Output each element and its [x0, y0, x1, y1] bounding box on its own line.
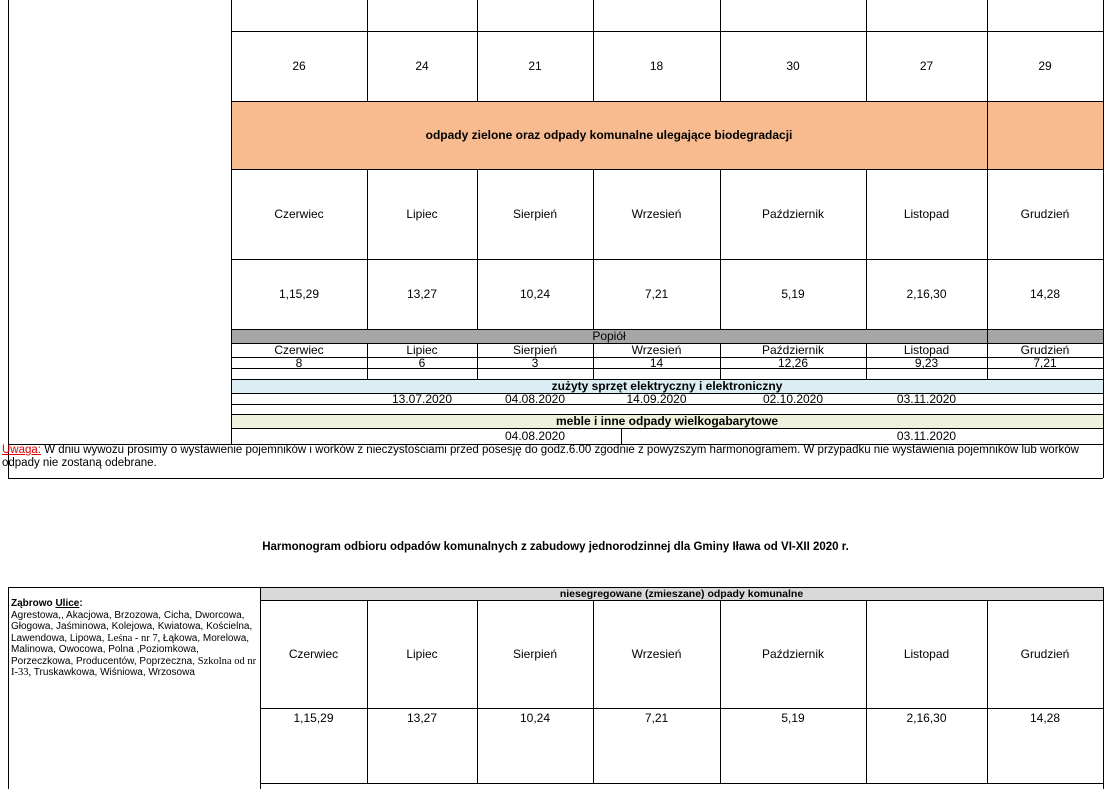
mixed-month-7: Grudzień: [1020, 647, 1070, 661]
days-cell-1: 26: [292, 59, 306, 73]
ash-month-1: Czerwiec: [274, 343, 324, 357]
bulky-header: meble i inne odpady wielkogabarytowe: [555, 414, 779, 428]
electronics-date-3: 14.09.2020: [626, 391, 687, 406]
streets-part-3: Łąkowa, Morelowa, Malinowa, Owocowa, Polna ,Poziomkowa, Porzeczkowa, Producentów, Poprzeczna,: [11, 632, 250, 667]
green-days-2: 13,27: [406, 287, 438, 301]
mixed-days-7: 14,28: [1029, 711, 1061, 725]
days-cell-3: 21: [528, 59, 542, 73]
electronics-date-4: 02.10.2020: [762, 391, 824, 406]
mixed-days-1: 1,15,29: [293, 711, 334, 725]
electronics-header: zużyty sprzęt elektryczny i elektroniczny: [551, 379, 783, 393]
schedule-title: Harmonogram odbioru odpadów komunalnych z zabudowy jednorodzinnej dla Gminy Iława od VI-XII 2020 r.: [262, 541, 849, 553]
days-cell-2: 24: [415, 59, 429, 73]
green-month-2: Lipiec: [406, 207, 438, 221]
mixed-days-5: 5,19: [781, 711, 805, 725]
mixed-days-2: 13,27: [406, 711, 438, 725]
mixed-days-6: 2,16,30: [906, 711, 947, 725]
mixed-month-1: Czerwiec: [288, 647, 339, 661]
green-month-1: Czerwiec: [274, 207, 324, 221]
ash-days-2: 6: [418, 355, 426, 370]
ash-days-4: 14: [649, 355, 664, 370]
green-days-1: 1,15,29: [278, 287, 320, 301]
mixed-header: niesegregowane (zmieszane) odpady komunalne: [559, 587, 804, 600]
mixed-month-3: Sierpień: [512, 647, 558, 661]
streets-part-4: Szkolna od nr I-33,: [11, 655, 257, 678]
mixed-month-2: Lipiec: [406, 647, 438, 661]
ash-days-6: 9,23: [914, 355, 939, 370]
streets-colon: :: [79, 598, 83, 609]
green-days-3: 10,24: [519, 287, 551, 301]
ash-days-7: 7,21: [1033, 355, 1057, 370]
mixed-month-6: Listopad: [903, 647, 950, 661]
green-days-7: 14,28: [1029, 287, 1061, 301]
ash-days-3: 3: [531, 355, 539, 370]
days-cell-6: 27: [919, 59, 934, 73]
streets-list: [11, 598, 259, 679]
note-label: Uwaga:: [2, 444, 41, 456]
green-month-3: Sierpień: [512, 207, 558, 221]
green-days-6: 2,16,30: [906, 287, 947, 301]
green-month-6: Listopad: [903, 207, 950, 221]
electronics-date-5: 03.11.2020: [896, 391, 957, 406]
bulky-date-2: 03.11.2020: [896, 429, 957, 443]
mixed-month-5: Październik: [761, 647, 825, 661]
streets-part-1: Agrestowa,, Akacjowa, Brzozowa, Cicha, Dworcowa, Głogowa, Jaśminowa, Kolejowa, Kwiatowa, Kościelna, Lawendowa, Lipowa,: [11, 609, 253, 644]
village-name: Ząbrowo: [11, 598, 53, 609]
bulky-date-1: 04.08.2020: [504, 429, 566, 443]
ash-month-2: Lipiec: [406, 343, 438, 357]
note-text: W dniu wywozu prosimy o wystawienie pojemników i worków z nieczystościami przed posesję do godz.6.00 zgodnie z powyższym harmonogramem. W przypadku nie wystawienia pojemników lub worków odpady nie zostaną odebrane.: [2, 444, 1079, 469]
electronics-date-2: 04.08.2020: [504, 391, 566, 406]
ash-month-4: Wrzesień: [631, 343, 682, 357]
ash-month-5: Październik: [761, 343, 825, 357]
green-month-4: Wrzesień: [631, 207, 682, 221]
mixed-days-4: 7,21: [644, 711, 669, 725]
ash-month-7: Grudzień: [1020, 343, 1070, 357]
days-cell-7: 29: [1038, 59, 1052, 73]
electronics-date-1: 13.07.2020: [391, 391, 453, 406]
green-month-5: Październik: [761, 207, 825, 221]
streets-part-2: Leśna - nr 7,: [107, 632, 163, 644]
ash-header: Popiół: [592, 329, 626, 343]
green-waste-header: odpady zielone oraz odpady komunalne ulegające biodegradacji: [425, 128, 793, 142]
green-days-4: 7,21: [644, 287, 669, 301]
ash-days-1: 8: [295, 355, 303, 370]
collection-note: [2, 444, 1102, 470]
green-days-5: 5,19: [781, 287, 805, 301]
streets-part-5: Truskawkowa, Wiśniowa, Wrzosowa: [33, 667, 195, 678]
mixed-days-3: 10,24: [519, 711, 551, 725]
ash-month-6: Listopad: [903, 343, 950, 357]
ash-days-5: 12,26: [777, 355, 809, 370]
days-cell-5: 30: [786, 59, 800, 73]
days-cell-4: 18: [649, 59, 664, 73]
mixed-month-4: Wrzesień: [631, 647, 682, 661]
green-month-7: Grudzień: [1020, 207, 1070, 221]
streets-label: Ulice: [55, 598, 80, 609]
ash-month-3: Sierpień: [512, 343, 558, 357]
